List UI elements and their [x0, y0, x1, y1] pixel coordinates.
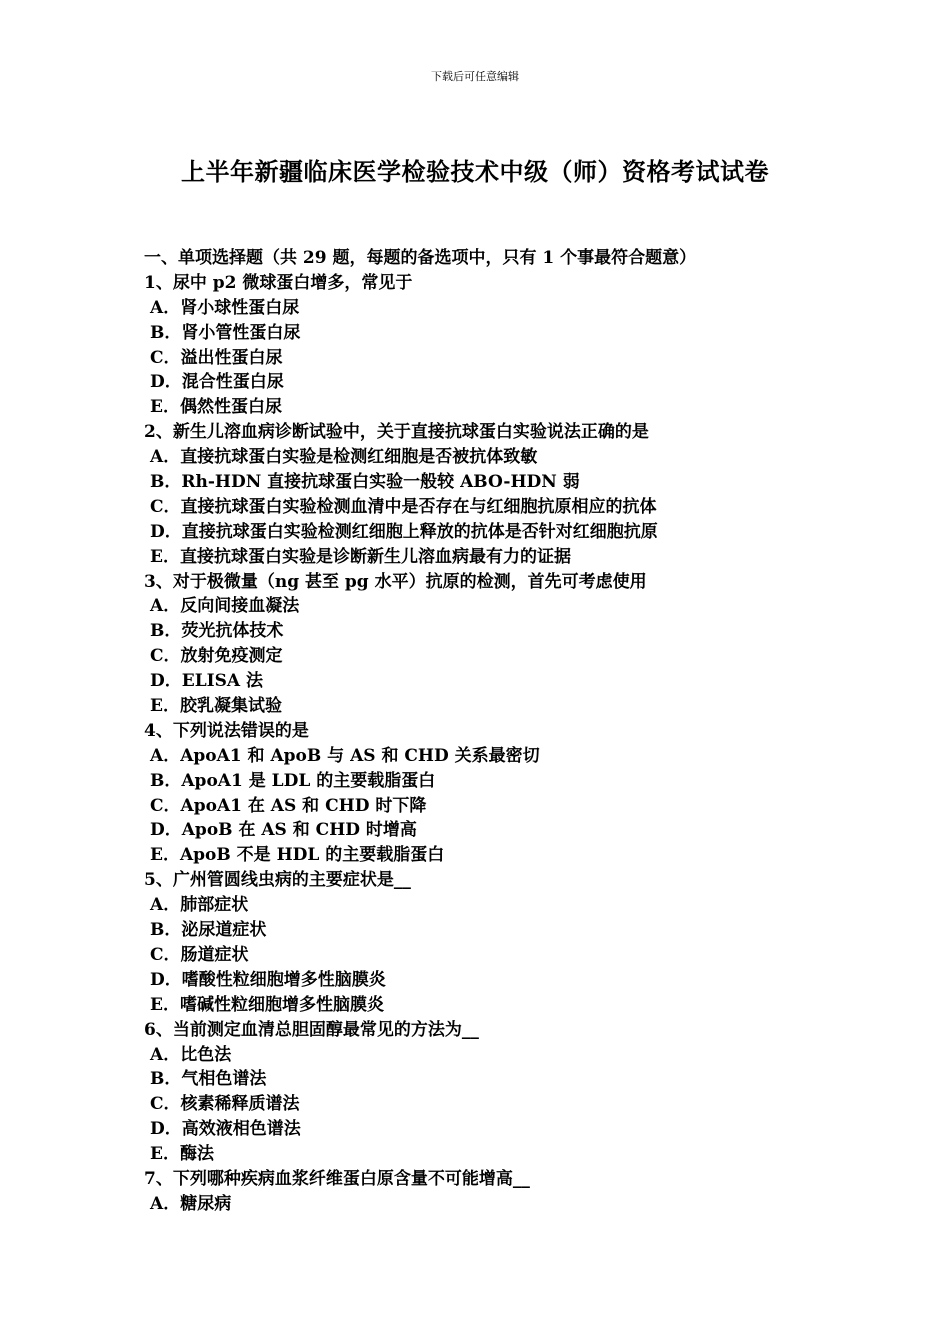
- option-d: D．ELISA 法: [150, 671, 263, 692]
- question-stem: 3、对于极微量（ng 甚至 pg 水平）抗原的检测，首先可考虑使用: [144, 571, 647, 592]
- question-5: [144, 868, 844, 1017]
- option-b: B．气相色谱法: [150, 1069, 267, 1090]
- option-c: C．肠道症状: [150, 944, 249, 965]
- document-title: 上半年新疆临床医学检验技术中级（师）资格考试试卷: [181, 157, 769, 186]
- question-1: [144, 271, 844, 420]
- option-b: B．ApoA1 是 LDL 的主要载脂蛋白: [150, 770, 436, 791]
- question-stem: 1、尿中 p2 微球蛋白增多，常见于: [144, 272, 413, 293]
- question-6: [144, 1018, 844, 1167]
- option-c: C．溢出性蛋白尿: [150, 347, 283, 368]
- option-e: E．胶乳凝集试验: [150, 696, 282, 717]
- option-a: A．糖尿病: [150, 1193, 232, 1214]
- option-e: E．ApoB 不是 HDL 的主要载脂蛋白: [150, 845, 445, 866]
- exam-content: [144, 246, 844, 1217]
- option-a: A．比色法: [150, 1044, 232, 1065]
- option-e: E．偶然性蛋白尿: [150, 397, 282, 418]
- section-heading: 一、单项选择题（共 29 题，每题的备选项中，只有 1 个事最符合题意）: [144, 248, 697, 268]
- option-b: B．Rh-HDN 直接抗球蛋白实验一般较 ABO-HDN 弱: [150, 472, 580, 493]
- option-a: A．反向间接血凝法: [150, 596, 300, 617]
- option-b: B．泌尿道症状: [150, 920, 267, 941]
- option-c: C．直接抗球蛋白实验检测血清中是否存在与红细胞抗原相应的抗体: [150, 496, 657, 517]
- question-stem: 5、广州管圆线虫病的主要症状是__: [144, 870, 411, 891]
- question-stem: 4、下列说法错误的是: [144, 720, 309, 741]
- question-3: [144, 570, 844, 719]
- option-b: B．肾小管性蛋白尿: [150, 322, 301, 343]
- option-d: D．直接抗球蛋白实验检测红细胞上释放的抗体是否针对红细胞抗原: [150, 521, 658, 542]
- option-a: A．肾小球性蛋白尿: [150, 297, 300, 318]
- option-a: A．肺部症状: [150, 895, 249, 916]
- option-d: D．ApoB 在 AS 和 CHD 时增高: [150, 820, 417, 841]
- page-header-note: 下载后可任意编辑: [431, 70, 519, 83]
- option-b: B．荧光抗体技术: [150, 621, 284, 642]
- option-c: C．ApoA1 在 AS 和 CHD 时下降: [150, 795, 427, 816]
- question-2: [144, 420, 844, 569]
- question-stem: 2、新生儿溶血病诊断试验中，关于直接抗球蛋白实验说法正确的是: [144, 422, 649, 443]
- option-d: D．嗜酸性粒细胞增多性脑膜炎: [150, 969, 386, 990]
- option-c: C．放射免疫测定: [150, 646, 283, 667]
- option-e: E．酶法: [150, 1144, 214, 1165]
- question-stem: 6、当前测定血清总胆固醇最常见的方法为__: [144, 1019, 479, 1040]
- option-a: A．ApoA1 和 ApoB 与 AS 和 CHD 关系最密切: [150, 745, 540, 766]
- option-e: E．嗜碱性粒细胞增多性脑膜炎: [150, 994, 384, 1015]
- question-stem: 7、下列哪种疾病血浆纤维蛋白原含量不可能增高__: [144, 1168, 530, 1189]
- question-4: [144, 719, 844, 868]
- option-e: E．直接抗球蛋白实验是诊断新生儿溶血病最有力的证据: [150, 546, 571, 567]
- question-7: [144, 1167, 844, 1217]
- option-a: A．直接抗球蛋白实验是检测红细胞是否被抗体致敏: [150, 447, 538, 468]
- option-d: D．混合性蛋白尿: [150, 372, 284, 393]
- option-d: D．高效液相色谱法: [150, 1119, 301, 1140]
- option-c: C．核素稀释质谱法: [150, 1094, 300, 1115]
